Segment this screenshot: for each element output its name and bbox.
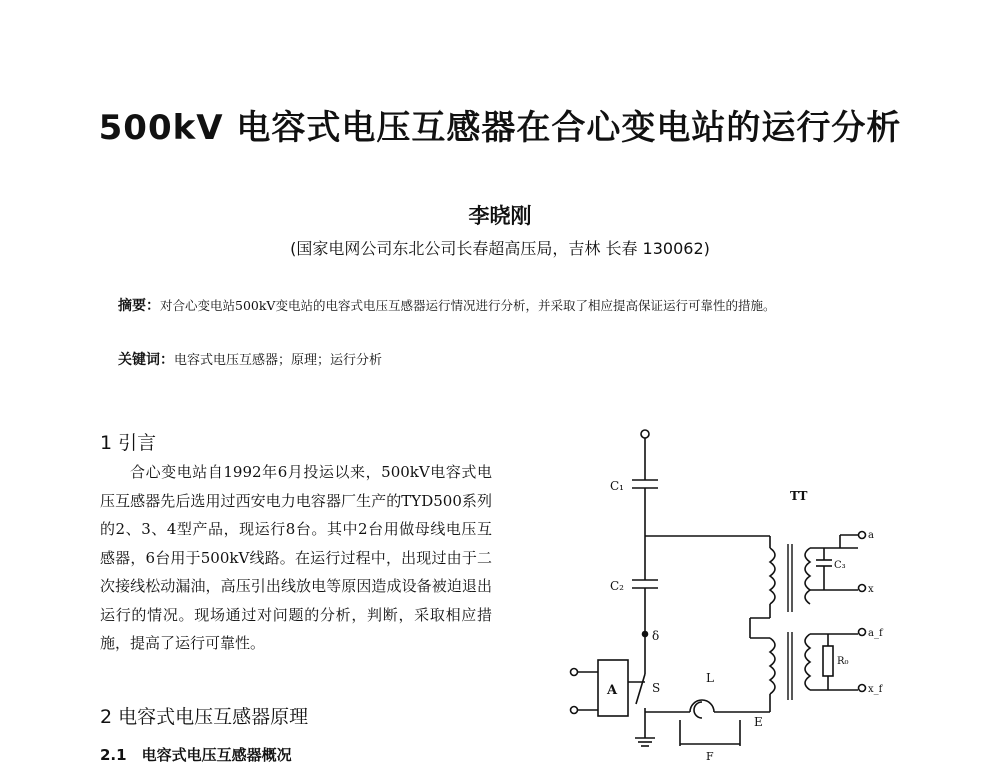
label-tt: TT xyxy=(790,489,808,503)
terminal-a xyxy=(859,532,866,539)
author-affiliation: (国家电网公司东北公司长春超高压局，吉林 长春 130062) xyxy=(290,239,710,258)
abstract-text: 对合心变电站500kV变电站的电容式电压互感器运行情况进行分析，并采取了相应提高保证运行可靠性的措施。 xyxy=(160,298,776,313)
paper-title: 500kV 电容式电压互感器在合心变电站的运行分析 xyxy=(98,108,902,148)
resistor-r0 xyxy=(823,646,833,676)
switch-s xyxy=(636,674,645,704)
ground-symbol xyxy=(635,738,655,746)
secondary-winding-2 xyxy=(805,634,810,690)
terminal-af xyxy=(859,629,866,636)
primary-winding-lower xyxy=(770,638,775,694)
label-r0: R₀ xyxy=(837,656,849,667)
terminal-x xyxy=(859,585,866,592)
label-s: S xyxy=(652,681,661,695)
abstract-label: 摘要： xyxy=(118,298,160,314)
terminal-left-2 xyxy=(571,707,578,714)
label-c1: C₁ xyxy=(610,479,624,493)
label-e: E xyxy=(754,715,763,729)
keywords-text: 电容式电压互感器；原理；运行分析 xyxy=(174,353,383,368)
author-name: 李晓刚 xyxy=(468,203,532,228)
section-2-heading: 2 电容式电压互感器原理 xyxy=(100,706,309,728)
delta-node xyxy=(643,632,648,637)
label-a: a xyxy=(868,530,874,541)
label-c2: C₂ xyxy=(610,579,624,593)
section-1-heading: 1 引言 xyxy=(100,432,157,454)
capacitor-c3 xyxy=(816,560,832,566)
label-f: F xyxy=(706,750,714,760)
label-delta: δ xyxy=(652,629,660,643)
label-x: x xyxy=(868,584,874,595)
terminal-left-1 xyxy=(571,669,578,676)
label-xf: x_f xyxy=(868,684,883,695)
section-2-1-heading: 2.1 电容式电压互感器概况 xyxy=(100,746,292,764)
cvt-circuit-diagram xyxy=(540,420,980,760)
section-1-body: 合心变电站自1992年6月投运以来，500kV电容式电压互感器先后选用过西安电力电容器厂生产的TYD500系列的2、3、4型产品，现运行8台。其中2台用做母线电压互感器，6台用于500kV线路。在运行过程中，出现过由于二次接线松动漏油，高压引出线放电等原因造成设备被迫退出运行的情况。现场通过对问题的分析，判断，采取相应措施，提高了运行可靠性。 xyxy=(100,463,492,652)
secondary-winding-1 xyxy=(805,548,810,604)
label-af: a_f xyxy=(868,628,883,639)
keywords-label: 关键词： xyxy=(118,352,174,368)
label-a-box: A xyxy=(607,683,618,698)
label-c3: C₃ xyxy=(834,560,846,571)
keywords xyxy=(118,349,888,369)
primary-winding-upper xyxy=(770,548,775,604)
abstract xyxy=(118,293,888,319)
hv-terminal xyxy=(641,430,649,438)
capacitor-c2 xyxy=(632,580,658,588)
label-l: L xyxy=(706,671,714,685)
terminal-xf xyxy=(859,685,866,692)
capacitor-c1 xyxy=(632,480,658,488)
